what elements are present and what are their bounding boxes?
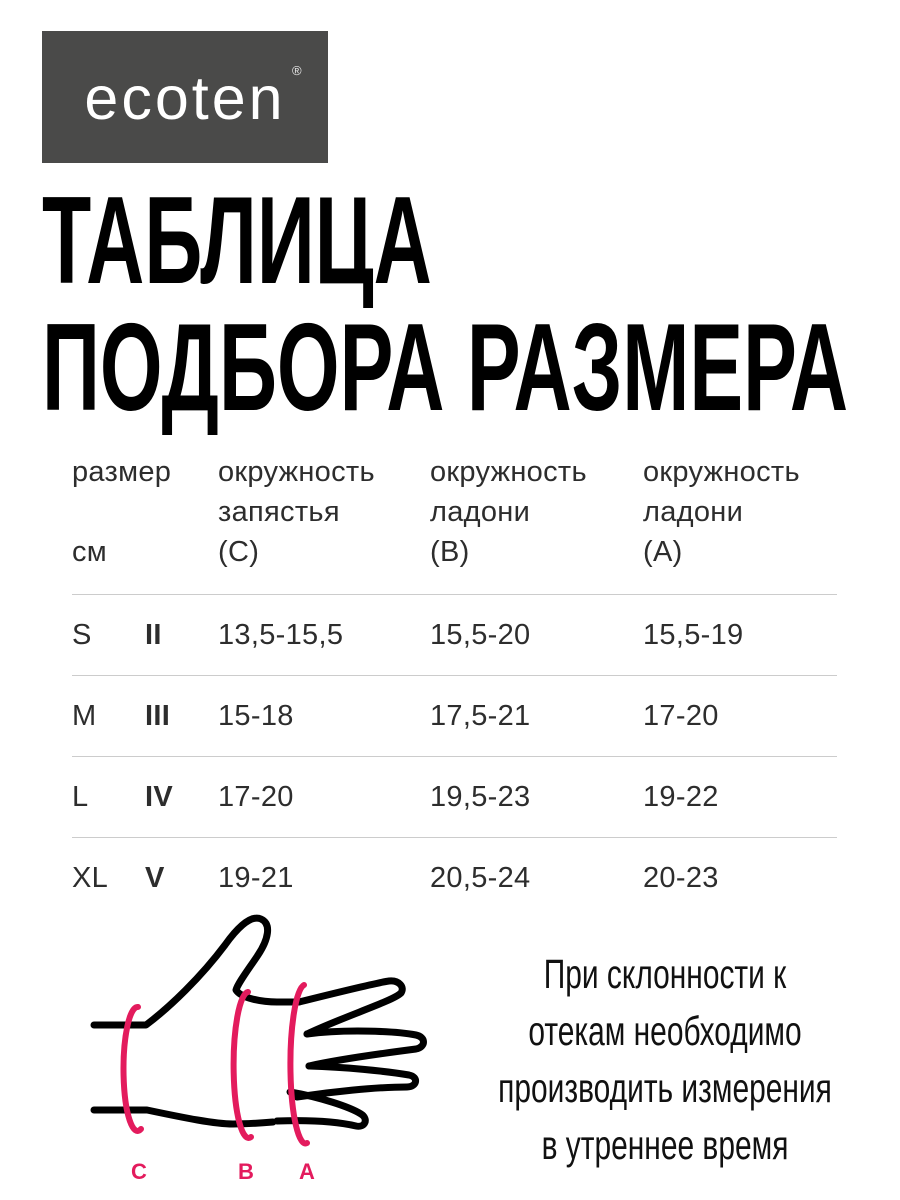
size-letter: L (72, 780, 89, 813)
wrist-range: 19-21 (218, 861, 294, 894)
brand-name: ecoten (84, 64, 286, 132)
size-letter: S (72, 618, 92, 651)
hand-illustration (65, 895, 435, 1195)
brand-logo (42, 31, 328, 163)
size-table (72, 452, 837, 918)
label-c: C (131, 1159, 147, 1184)
size-table-header (72, 452, 837, 594)
table-row-size-l (72, 756, 837, 837)
note-line4: в утреннее время (541, 1122, 789, 1168)
hand-measurement-diagram (65, 895, 435, 1195)
wrist-range: 15-18 (218, 699, 294, 732)
measurement-note (495, 946, 835, 1174)
wrist-range: 17-20 (218, 780, 294, 813)
page-title (42, 172, 887, 437)
hand-outline (94, 918, 424, 1126)
brand-logo-text (84, 61, 302, 133)
palm-a-range: 20-23 (643, 861, 719, 894)
note-line1: При склонности к (543, 951, 787, 997)
size-letter: M (72, 699, 97, 732)
table-row-size-m (72, 675, 837, 756)
header-palm-circumference-a: окружность ладони (A) (643, 456, 800, 568)
header-size-column: размер см (72, 456, 172, 568)
palm-b-range: 20,5-24 (430, 861, 531, 894)
size-roman-numeral: IV (145, 780, 173, 813)
size-roman-numeral: II (145, 618, 162, 651)
header-palm-circumference-b: окружность ладони (B) (430, 456, 587, 568)
header-wrist-circumference-c: окружность запястья (C) (218, 456, 375, 568)
size-roman-numeral: V (145, 861, 165, 894)
page-title-line1: ТАБЛИЦА (42, 172, 432, 310)
size-letter: XL (72, 861, 109, 894)
palm-b-range: 15,5-20 (430, 618, 531, 651)
note-line2: отекам необходимо (528, 1008, 802, 1054)
size-roman-numeral: III (145, 699, 171, 732)
wrist-range: 13,5-15,5 (218, 618, 344, 651)
label-b: B (238, 1159, 254, 1184)
palm-b-range: 17,5-21 (430, 699, 531, 732)
label-a: A (299, 1159, 315, 1184)
palm-a-range: 17-20 (643, 699, 719, 732)
palm-a-range: 15,5-19 (643, 618, 744, 651)
palm-b-range: 19,5-23 (430, 780, 531, 813)
arc-b-palm (234, 992, 251, 1138)
note-line3: производить измерения (498, 1065, 832, 1111)
palm-a-range: 19-22 (643, 780, 719, 813)
page-title-line2: ПОДБОРА РАЗМЕРА (42, 299, 849, 437)
table-row-size-s (72, 594, 837, 675)
arc-labels (131, 1159, 315, 1184)
registered-trademark-mark: ® (291, 63, 302, 78)
